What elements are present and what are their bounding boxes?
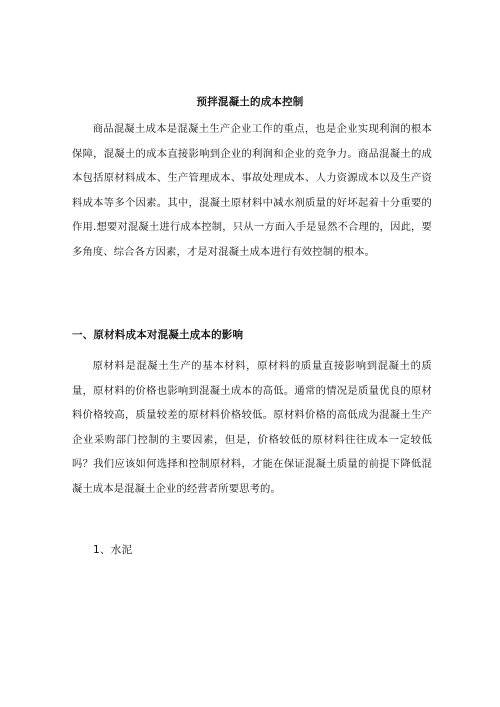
document-title: 预拌混凝土的成本控制 [196,96,304,108]
section-paragraph-raw-materials: 原材料是混凝土生产的基本材料，原材料的质量直接影响到混凝土的质量，原材料的价格也影响到混凝土成本的高低。通常的情况是质量优良的原材料价格较高，质量较差的原材料价格较低。原材料价格的高低成为混凝土生产企业采购部门控制的主要因素，但是，价格较低的原材料往往成本一定较低吗？我们应该如何选择和控制原材料，才能在保证混凝土质量的前提下降低混凝土成本是混凝土企业的经营者所要思考的。 [72,360,432,495]
section-heading-raw-materials: 一、原材料成本对混凝土成本的影响 [72,329,244,341]
subsection-heading-cement: 1、水泥 [93,544,133,556]
intro-paragraph: 商品混凝土成本是混凝土生产企业工作的重点，也是企业实现利润的根本保障，混凝土的成本直接影响到企业的利润和企业的竞争力。商品混凝土的成本包括原材料成本、生产管理成本、事故处理成本、人力资源成本以及生产资料成本等多个因素。其中，混凝土原材料中减水剂质量的好坏起着十分重要的作用.想要对混凝土进行成本控制，只从一方面入手是显然不合理的，因此，要多角度、综合各方因素，才是对混凝土成本进行有效控制的根本。 [72,123,432,258]
